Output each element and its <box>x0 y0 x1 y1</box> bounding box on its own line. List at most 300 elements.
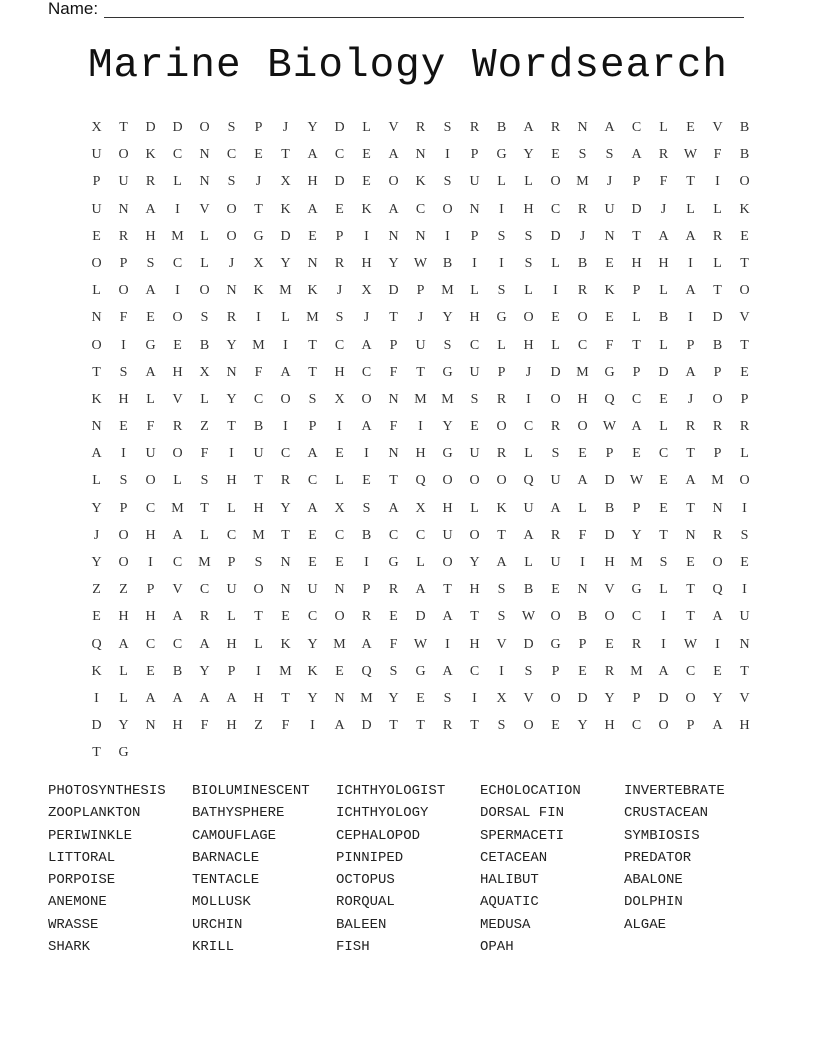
grid-letter: O <box>334 609 345 625</box>
grid-letter: S <box>578 147 587 163</box>
grid-letter: P <box>632 283 641 299</box>
grid-letter: X <box>415 500 426 516</box>
grid-letter: H <box>226 718 237 734</box>
name-label: Name: <box>48 0 99 18</box>
grid-letter: K <box>145 147 156 163</box>
grid-letter: C <box>307 473 318 489</box>
grid-letter: A <box>145 283 156 299</box>
word-list-item: OPAH <box>480 939 514 956</box>
grid-letter: G <box>388 555 399 570</box>
grid-letter: I <box>364 555 369 570</box>
grid-letter: D <box>550 364 561 380</box>
name-field <box>48 0 744 18</box>
grid-letter: X <box>199 364 210 380</box>
name-blank-line <box>104 1 744 18</box>
grid-letter: I <box>418 419 423 435</box>
grid-letter: U <box>469 364 480 380</box>
grid-letter: I <box>364 446 369 462</box>
grid-letter: F <box>200 718 209 734</box>
grid-letter: Q <box>415 473 426 489</box>
grid-letter: L <box>227 500 236 516</box>
grid-letter: G <box>118 745 129 761</box>
word-list-item: DOLPHIN <box>624 894 683 911</box>
grid-letter: A <box>280 364 291 380</box>
grid-letter: C <box>415 527 426 543</box>
grid-letter: M <box>360 690 373 706</box>
grid-letter: R <box>415 120 426 135</box>
grid-letter: G <box>604 364 615 380</box>
grid-letter: H <box>118 391 129 407</box>
grid-letter: O <box>739 283 750 299</box>
grid-letter: M <box>252 337 265 353</box>
grid-letter: I <box>94 690 99 706</box>
grid-letter: O <box>361 391 372 407</box>
grid-letter: C <box>658 446 669 462</box>
grid-letter: P <box>308 419 317 435</box>
grid-letter: E <box>605 255 614 271</box>
grid-letter: L <box>335 473 344 489</box>
grid-letter: O <box>199 120 210 135</box>
grid-letter: G <box>415 663 426 679</box>
grid-letter: L <box>659 120 668 135</box>
grid-letter: M <box>576 364 589 380</box>
word-list-item: PREDATOR <box>624 849 692 866</box>
grid-letter: L <box>524 283 533 299</box>
grid-letter: R <box>712 419 723 435</box>
grid-letter: K <box>307 283 318 299</box>
grid-letter: O <box>469 473 480 489</box>
grid-letter: I <box>742 582 747 598</box>
grid-letter: S <box>200 310 209 326</box>
grid-letter: H <box>253 500 264 516</box>
grid-letter: N <box>712 500 723 516</box>
grid-letter: J <box>228 255 235 271</box>
grid-letter: N <box>91 310 102 326</box>
grid-letter: R <box>442 718 453 734</box>
word-list-item: ICHTHYOLOGIST <box>336 783 446 799</box>
grid-letter: T <box>308 364 317 380</box>
grid-letter: H <box>523 337 534 353</box>
grid-letter: Q <box>361 663 372 679</box>
grid-letter: P <box>389 337 398 353</box>
grid-letter: E <box>92 228 101 244</box>
grid-letter: H <box>415 446 426 462</box>
grid-letter: N <box>577 582 588 598</box>
grid-letter: D <box>145 120 156 135</box>
grid-letter: G <box>631 582 642 598</box>
grid-letter: T <box>470 609 479 625</box>
grid-letter: A <box>145 201 156 217</box>
grid-letter: L <box>659 283 668 299</box>
grid-letter: G <box>442 446 453 462</box>
grid-letter: O <box>496 473 507 489</box>
grid-letter: A <box>91 446 102 462</box>
grid-letter: E <box>308 555 317 570</box>
grid-letter: E <box>119 419 128 435</box>
grid-letter: X <box>280 174 291 190</box>
word-list-item: TENTACLE <box>192 872 260 889</box>
word-list-item: SYMBIOSIS <box>624 827 700 844</box>
grid-letter: U <box>550 473 561 489</box>
grid-letter: E <box>362 473 371 489</box>
grid-letter: T <box>254 201 263 217</box>
grid-letter: M <box>576 174 589 190</box>
grid-letter: O <box>172 446 183 462</box>
word-list-item: LITTORAL <box>48 849 116 866</box>
word-list-item: AQUATIC <box>480 894 539 911</box>
grid-letter: S <box>497 283 506 299</box>
word-list-item: BARNACLE <box>192 849 260 866</box>
grid-letter: B <box>253 419 264 435</box>
grid-letter: I <box>553 283 558 299</box>
grid-letter: Y <box>118 718 129 734</box>
grid-letter: H <box>604 718 615 734</box>
grid-letter: O <box>739 174 750 190</box>
grid-letter: G <box>253 228 264 244</box>
grid-letter: N <box>415 147 426 163</box>
grid-letter: I <box>256 663 261 679</box>
grid-letter: H <box>442 500 453 516</box>
grid-letter: N <box>307 255 318 271</box>
grid-letter: A <box>307 446 318 462</box>
grid-letter: L <box>497 337 506 353</box>
grid-letter: O <box>442 201 453 217</box>
grid-letter: L <box>119 690 128 706</box>
grid-letter: O <box>577 419 588 435</box>
grid-letter: D <box>658 690 669 706</box>
grid-letter: R <box>550 120 561 135</box>
grid-letter: T <box>308 337 317 353</box>
grid-letter: A <box>307 201 318 217</box>
grid-letter: H <box>658 255 669 271</box>
grid-letter: A <box>172 527 183 543</box>
grid-letter: L <box>632 310 641 326</box>
grid-letter: J <box>606 174 613 190</box>
grid-letter: U <box>91 147 102 163</box>
grid-letter: T <box>200 500 209 516</box>
grid-letter: P <box>632 690 641 706</box>
grid-letter: Z <box>92 582 101 598</box>
grid-letter: O <box>118 527 129 543</box>
grid-letter: P <box>713 446 722 462</box>
grid-letter: R <box>334 255 345 271</box>
grid-letter: T <box>740 663 749 679</box>
grid-letter: A <box>145 690 156 706</box>
grid-letter: W <box>683 147 698 163</box>
grid-letter: U <box>604 201 615 217</box>
grid-letter: O <box>550 609 561 625</box>
grid-letter: N <box>199 147 210 163</box>
grid-letter: S <box>227 120 236 135</box>
grid-letter: C <box>172 147 183 163</box>
grid-letter: S <box>443 120 452 135</box>
grid-letter: C <box>631 391 642 407</box>
grid-letter: N <box>280 582 291 598</box>
grid-letter: G <box>496 147 507 163</box>
grid-letter: D <box>388 283 399 299</box>
grid-letter: N <box>226 283 237 299</box>
grid-letter: O <box>172 310 183 326</box>
grid-letter: T <box>713 283 722 299</box>
grid-letter: E <box>740 228 749 244</box>
grid-letter: M <box>171 500 184 516</box>
grid-letter: H <box>469 310 480 326</box>
grid-letter: S <box>443 337 452 353</box>
grid-letter: N <box>577 120 588 135</box>
grid-letter: I <box>688 255 693 271</box>
grid-letter: N <box>118 201 129 217</box>
grid-letter: C <box>685 663 696 679</box>
grid-letter: R <box>658 147 669 163</box>
grid-letter: E <box>551 718 560 734</box>
grid-letter: P <box>92 174 101 190</box>
word-list-item: OCTOPUS <box>336 872 395 889</box>
grid-letter: N <box>226 364 237 380</box>
grid-letter: A <box>199 636 210 652</box>
grid-letter: J <box>687 391 694 407</box>
grid-letter: A <box>118 636 129 652</box>
grid-letter: Z <box>254 718 263 734</box>
grid-letter: E <box>281 609 290 625</box>
grid-letter: E <box>173 337 182 353</box>
grid-letter: A <box>145 364 156 380</box>
grid-letter: T <box>389 310 398 326</box>
grid-letter: D <box>334 120 345 135</box>
grid-letter: U <box>226 582 237 598</box>
grid-letter: J <box>255 174 262 190</box>
grid-letter: H <box>334 364 345 380</box>
grid-letter: A <box>442 609 453 625</box>
grid-letter: M <box>441 391 454 407</box>
grid-letter: A <box>361 337 372 353</box>
grid-letter: Y <box>226 391 237 407</box>
grid-letter: A <box>307 500 318 516</box>
grid-letter: E <box>308 527 317 543</box>
word-list-item: PINNIPED <box>336 849 404 866</box>
grid-letter: R <box>685 419 696 435</box>
grid-letter: A <box>712 609 723 625</box>
grid-letter: I <box>688 310 693 326</box>
grid-letter: I <box>283 337 288 353</box>
grid-letter: L <box>497 174 506 190</box>
grid-letter: S <box>470 391 479 407</box>
grid-letter: I <box>526 391 531 407</box>
grid-letter: A <box>496 555 507 570</box>
grid-letter: Y <box>280 500 291 516</box>
word-list-item: PERIWINKLE <box>48 827 133 844</box>
grid-letter: T <box>686 174 695 190</box>
grid-letter: E <box>551 147 560 163</box>
grid-letter: P <box>335 228 344 244</box>
grid-letter: D <box>550 228 561 244</box>
grid-letter: L <box>200 255 209 271</box>
grid-letter: L <box>173 174 182 190</box>
grid-letter: A <box>685 228 696 244</box>
grid-letter: I <box>499 255 504 271</box>
grid-letter: J <box>336 283 343 299</box>
grid-letter: E <box>605 636 614 652</box>
grid-letter: I <box>715 636 720 652</box>
grid-letter: O <box>118 555 129 570</box>
grid-letter: B <box>361 527 372 543</box>
grid-letter: S <box>443 174 452 190</box>
grid-letter: W <box>602 419 617 435</box>
grid-letter: O <box>280 391 291 407</box>
grid-letter: B <box>604 500 615 516</box>
grid-letter: A <box>658 663 669 679</box>
grid-letter: Y <box>199 663 210 679</box>
grid-letter: Q <box>604 391 615 407</box>
grid-letter: T <box>416 718 425 734</box>
grid-letter: O <box>550 690 561 706</box>
grid-letter: H <box>307 174 318 190</box>
grid-letter: C <box>631 609 642 625</box>
grid-letter: A <box>685 283 696 299</box>
grid-letter: L <box>578 500 587 516</box>
grid-letter: M <box>630 663 643 679</box>
grid-letter: R <box>145 174 156 190</box>
grid-letter: H <box>226 636 237 652</box>
grid-letter: F <box>200 446 209 462</box>
grid-letter: S <box>497 582 506 598</box>
grid-letter: E <box>146 663 155 679</box>
grid-letter: O <box>91 337 102 353</box>
grid-letter: V <box>712 120 723 135</box>
word-list-item: ABALONE <box>624 872 683 889</box>
grid-letter: E <box>578 663 587 679</box>
grid-letter: E <box>308 228 317 244</box>
grid-letter: R <box>550 419 561 435</box>
grid-letter: O <box>550 174 561 190</box>
grid-letter: L <box>686 201 695 217</box>
grid-letter: K <box>415 174 426 190</box>
grid-letter: W <box>413 636 428 652</box>
grid-letter: O <box>739 473 750 489</box>
word-list-item: CETACEAN <box>480 849 548 866</box>
grid-letter: N <box>388 391 399 407</box>
grid-letter: P <box>119 255 128 271</box>
grid-letter: E <box>659 391 668 407</box>
grid-letter: T <box>740 255 749 271</box>
grid-letter: B <box>658 310 669 326</box>
grid-letter: W <box>683 636 698 652</box>
grid-letter: E <box>659 473 668 489</box>
grid-letter: A <box>604 120 615 135</box>
grid-letter: E <box>740 364 749 380</box>
grid-letter: I <box>742 500 747 516</box>
grid-letter: C <box>631 718 642 734</box>
grid-letter: A <box>361 419 372 435</box>
grid-letter: C <box>145 500 156 516</box>
word-list-item: SHARK <box>48 939 91 956</box>
grid-letter: Y <box>307 120 318 135</box>
grid-letter: E <box>146 310 155 326</box>
grid-letter: F <box>146 419 155 435</box>
grid-letter: R <box>118 228 129 244</box>
grid-letter: A <box>631 147 642 163</box>
grid-letter: E <box>389 609 398 625</box>
grid-letter: C <box>172 255 183 271</box>
grid-letter: R <box>199 609 210 625</box>
grid-letter: P <box>119 500 128 516</box>
grid-letter: S <box>389 663 398 679</box>
grid-letter: M <box>198 555 211 570</box>
grid-letter: F <box>389 364 398 380</box>
grid-letter: M <box>711 473 724 489</box>
word-list-item: CEPHALOPOD <box>336 827 421 844</box>
grid-letter: Y <box>442 310 453 326</box>
grid-letter: A <box>658 228 669 244</box>
grid-letter: P <box>227 663 236 679</box>
grid-letter: X <box>334 391 345 407</box>
grid-letter: D <box>604 527 615 543</box>
grid-letter: P <box>227 555 236 570</box>
grid-letter: I <box>472 690 477 706</box>
grid-letter: Q <box>91 636 102 652</box>
grid-letter: B <box>577 609 588 625</box>
grid-letter: H <box>118 609 129 625</box>
grid-letter: P <box>632 500 641 516</box>
grid-letter: U <box>523 500 534 516</box>
grid-letter: G <box>550 636 561 652</box>
grid-letter: M <box>414 391 427 407</box>
grid-letter: C <box>226 147 237 163</box>
grid-letter: F <box>389 636 398 652</box>
grid-letter: L <box>740 446 749 462</box>
grid-letter: C <box>253 391 264 407</box>
grid-letter: P <box>686 718 695 734</box>
grid-letter: A <box>523 527 534 543</box>
grid-letter: C <box>361 364 372 380</box>
grid-letter: W <box>413 255 428 271</box>
grid-letter: F <box>659 174 668 190</box>
grid-letter: T <box>389 473 398 489</box>
grid-letter: L <box>659 419 668 435</box>
grid-letter: A <box>442 663 453 679</box>
grid-letter: U <box>253 446 264 462</box>
grid-letter: V <box>388 120 399 135</box>
grid-letter: M <box>306 310 319 326</box>
grid-letter: I <box>472 255 477 271</box>
grid-letter: Y <box>226 337 237 353</box>
grid-letter: X <box>91 120 102 135</box>
grid-letter: I <box>715 174 720 190</box>
grid-letter: N <box>604 228 615 244</box>
grid-letter: E <box>362 147 371 163</box>
grid-letter: B <box>739 120 750 135</box>
grid-letter: L <box>524 555 533 570</box>
grid-letter: H <box>145 609 156 625</box>
grid-letter: O <box>442 473 453 489</box>
word-list-item: PHOTOSYNTHESIS <box>48 783 166 799</box>
grid-letter: G <box>442 364 453 380</box>
grid-letter: F <box>254 364 263 380</box>
grid-letter: J <box>282 120 289 135</box>
grid-letter: D <box>577 690 588 706</box>
grid-letter: Q <box>523 473 534 489</box>
grid-letter: T <box>92 364 101 380</box>
grid-letter: C <box>172 555 183 570</box>
grid-letter: E <box>335 663 344 679</box>
word-list-item: RORQUAL <box>336 894 395 911</box>
grid-letter: P <box>470 147 479 163</box>
grid-letter: X <box>361 283 372 299</box>
grid-letter: D <box>172 120 183 135</box>
grid-letter: A <box>712 718 723 734</box>
grid-letter: A <box>577 473 588 489</box>
grid-letter: L <box>659 582 668 598</box>
grid-letter: H <box>145 527 156 543</box>
